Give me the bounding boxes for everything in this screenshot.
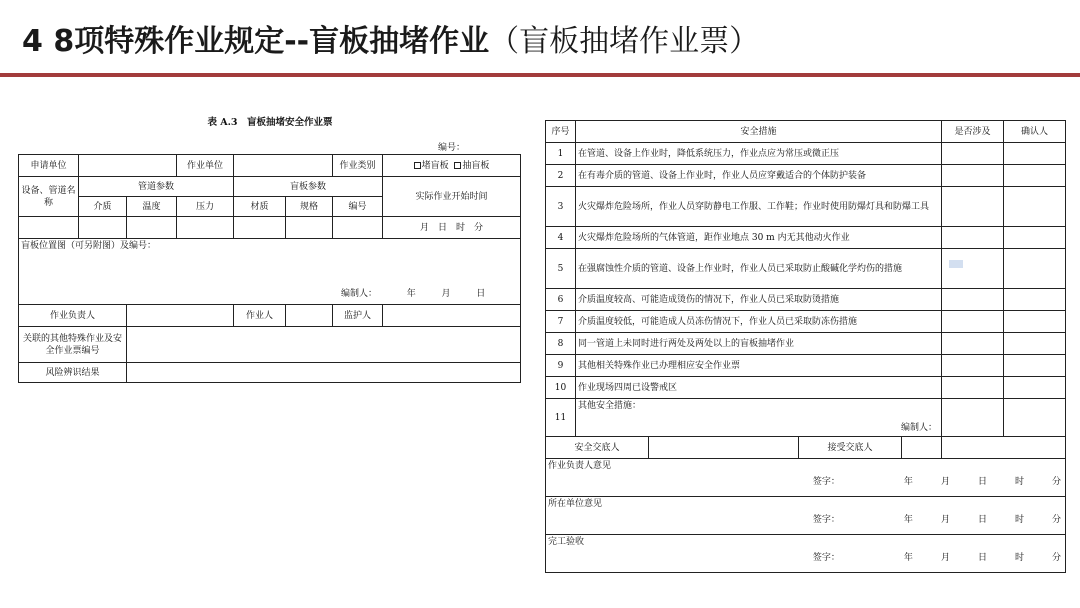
confirm-cell[interactable] — [1004, 165, 1066, 187]
table-row — [546, 311, 1066, 333]
leader-signature-row — [548, 476, 1063, 488]
involved-cell[interactable] — [942, 311, 1004, 333]
other-measures-cell[interactable] — [576, 399, 942, 437]
sign-label: 签字： — [812, 553, 840, 563]
leader-opinion-cell[interactable] — [546, 459, 1066, 497]
permit-form-left — [18, 108, 522, 388]
material-value[interactable] — [234, 217, 286, 239]
confirm-cell[interactable] — [1004, 249, 1066, 289]
start-time-value[interactable]: 月 日 时 分 — [383, 217, 521, 239]
safety-measures-table — [545, 120, 1066, 573]
involved-cell[interactable] — [942, 355, 1004, 377]
blind-position-label: 盲板位置图（可另附图）及编号： — [21, 241, 157, 251]
sign-hour: 时 — [1014, 515, 1024, 525]
measure-text: 其他相关特殊作业已办理相应安全作业票 — [576, 355, 942, 377]
measure-text: 火灾爆炸危险场所，作业人员穿防静电工作服、工作鞋；作业时使用防爆灯具和防爆工具 — [576, 187, 942, 227]
medium-value[interactable] — [79, 217, 127, 239]
scan-mark — [949, 260, 963, 268]
involved-cell[interactable] — [942, 165, 1004, 187]
equipment-name-value[interactable] — [19, 217, 79, 239]
sign-month: 月 — [940, 477, 950, 487]
confirm-cell[interactable] — [1004, 143, 1066, 165]
measure-text: 在有毒介质的管道、设备上作业时，作业人员应穿戴适合的个体防护装备 — [576, 165, 942, 187]
work-leader-value[interactable] — [127, 305, 234, 327]
permit-form-right — [545, 120, 1065, 575]
involved-cell[interactable] — [942, 333, 1004, 355]
prepared-by-label: 编制人： — [341, 289, 378, 299]
measure-no: 9 — [546, 355, 576, 377]
measure-text: 在管道、设备上作业时，降低系统压力，作业点应为常压或微正压 — [576, 143, 942, 165]
table-row — [546, 333, 1066, 355]
table-row — [546, 377, 1066, 399]
prepared-month: 月 — [441, 289, 451, 299]
blind-params-label: 盲板参数 — [234, 177, 383, 197]
work-type-options — [383, 155, 521, 177]
sign-minute: 分 — [1051, 515, 1061, 525]
title-divider — [0, 73, 1080, 77]
briefing-receiver-value-ext[interactable] — [942, 437, 1066, 459]
table-row — [546, 227, 1066, 249]
pressure-label: 压力 — [177, 197, 234, 217]
prepared-day: 日 — [476, 289, 486, 299]
guardian-label: 监护人 — [333, 305, 383, 327]
worker-value[interactable] — [286, 305, 333, 327]
prepared-year: 年 — [406, 289, 416, 299]
measure-no: 8 — [546, 333, 576, 355]
involved-cell[interactable] — [942, 399, 1004, 437]
table-row — [546, 355, 1066, 377]
slide-title-main: 4 8项特殊作业规定--盲板抽堵作业 — [22, 24, 490, 59]
guardian-value[interactable] — [383, 305, 521, 327]
leader-opinion-label: 作业负责人意见 — [548, 461, 612, 471]
measure-no: 6 — [546, 289, 576, 311]
sign-year: 年 — [903, 477, 913, 487]
table-row — [546, 249, 1066, 289]
sign-day: 日 — [977, 515, 987, 525]
serial-number-label: 编号： — [438, 143, 466, 153]
position-prepared-by — [341, 288, 485, 300]
table-row — [546, 289, 1066, 311]
related-work-label: 关联的其他特殊作业及安全作业票编号 — [19, 327, 127, 363]
sign-label: 签字： — [812, 477, 840, 487]
measure-text: 同一管道上未同时进行两处及两处以上的盲板抽堵作业 — [576, 333, 942, 355]
table-row — [546, 187, 1066, 227]
measure-no: 7 — [546, 311, 576, 333]
measure-no: 2 — [546, 165, 576, 187]
measure-text: 火灾爆炸危险场所的气体管道，距作业地点 30 m 内无其他动火作业 — [576, 227, 942, 249]
measure-no: 1 — [546, 143, 576, 165]
confirm-cell[interactable] — [1004, 227, 1066, 249]
involved-cell[interactable] — [942, 227, 1004, 249]
slide-title — [22, 22, 759, 62]
confirm-cell[interactable] — [1004, 289, 1066, 311]
remove-blind-label: 抽盲板 — [462, 160, 490, 171]
measure-text: 在强腐蚀性介质的管道、设备上作业时，作业人员已采取防止酸碱化学灼伤的措施 — [576, 249, 942, 289]
pipe-params-label: 管道参数 — [79, 177, 234, 197]
block-blind-checkbox[interactable] — [414, 162, 421, 169]
unit-opinion-label: 所在单位意见 — [548, 499, 603, 509]
form-caption: 表 A.3 盲板抽堵安全作业票 — [207, 117, 333, 128]
pressure-value[interactable] — [177, 217, 234, 239]
completion-signature-row — [548, 552, 1063, 564]
sign-month: 月 — [940, 553, 950, 563]
briefing-receiver-label: 接受交底人 — [799, 437, 902, 458]
equipment-name-label: 设备、管道名称 — [19, 177, 79, 217]
table-row — [546, 143, 1066, 165]
block-blind-label: 堵盲板 — [421, 160, 449, 171]
col-measure-header: 安全措施 — [576, 121, 942, 143]
measure-no: 4 — [546, 227, 576, 249]
work-type-label: 作业类别 — [333, 155, 383, 177]
material-label: 材质 — [234, 197, 286, 217]
work-leader-label: 作业负责人 — [19, 305, 127, 327]
unit-signature-row — [548, 514, 1063, 526]
start-time-label: 实际作业开始时间 — [383, 177, 521, 217]
other-prepared-by: 编制人： — [900, 423, 937, 433]
temperature-label: 温度 — [127, 197, 177, 217]
col-confirm-header: 确认人 — [1004, 121, 1066, 143]
other-measures-label: 其他安全措施： — [578, 401, 642, 411]
remove-blind-checkbox[interactable] — [454, 162, 461, 169]
completion-label: 完工验收 — [548, 537, 585, 547]
confirm-cell[interactable] — [1004, 333, 1066, 355]
involved-cell[interactable] — [942, 143, 1004, 165]
related-work-value[interactable] — [127, 327, 521, 363]
measure-no: 10 — [546, 377, 576, 399]
measure-no: 5 — [546, 249, 576, 289]
briefing-receiver-value[interactable] — [902, 437, 941, 458]
table-row — [546, 399, 1066, 437]
involved-cell[interactable] — [942, 289, 1004, 311]
sign-day: 日 — [977, 477, 987, 487]
sign-minute: 分 — [1051, 553, 1061, 563]
measure-no: 3 — [546, 187, 576, 227]
measure-text: 介质温度较高、可能造成烫伤的情况下，作业人员已采取防烫措施 — [576, 289, 942, 311]
involved-cell[interactable] — [942, 377, 1004, 399]
worker-label: 作业人 — [234, 305, 286, 327]
sign-minute: 分 — [1051, 477, 1061, 487]
temperature-value[interactable] — [127, 217, 177, 239]
involved-cell[interactable] — [942, 249, 1004, 289]
sign-hour: 时 — [1014, 553, 1024, 563]
confirm-cell[interactable] — [1004, 377, 1066, 399]
sign-day: 日 — [977, 553, 987, 563]
slide-title-sub: （盲板抽堵作业票） — [489, 24, 760, 59]
spec-value[interactable] — [286, 217, 333, 239]
risk-result-value[interactable] — [127, 363, 521, 383]
safety-briefer-label: 安全交底人 — [546, 437, 649, 458]
measure-text: 介质温度较低，可能造成人员冻伤情况下，作业人员已采取防冻伤措施 — [576, 311, 942, 333]
number-value[interactable] — [333, 217, 383, 239]
confirm-cell[interactable] — [1004, 355, 1066, 377]
completion-cell[interactable] — [546, 535, 1066, 573]
spec-label: 规格 — [286, 197, 333, 217]
confirm-cell[interactable] — [1004, 311, 1066, 333]
work-unit-value[interactable] — [234, 155, 333, 177]
confirm-cell[interactable] — [1004, 187, 1066, 227]
medium-label: 介质 — [79, 197, 127, 217]
sign-year: 年 — [903, 553, 913, 563]
applicant-unit-label: 申请单位 — [19, 155, 79, 177]
sign-hour: 时 — [1014, 477, 1024, 487]
risk-result-label: 风险辨识结果 — [19, 363, 127, 383]
sign-label: 签字： — [812, 515, 840, 525]
unit-opinion-cell[interactable] — [546, 497, 1066, 535]
work-unit-label: 作业单位 — [177, 155, 234, 177]
involved-cell[interactable] — [942, 187, 1004, 227]
safety-briefer-value[interactable] — [649, 437, 799, 458]
col-no-header: 序号 — [546, 121, 576, 143]
applicant-unit-value[interactable] — [79, 155, 177, 177]
blind-position-cell[interactable] — [19, 239, 521, 305]
confirm-cell[interactable] — [1004, 399, 1066, 437]
sign-year: 年 — [903, 515, 913, 525]
measure-no: 11 — [546, 399, 576, 437]
col-involved-header: 是否涉及 — [942, 121, 1004, 143]
sign-month: 月 — [940, 515, 950, 525]
number-label: 编号 — [333, 197, 383, 217]
permit-header-table — [18, 154, 521, 383]
table-row — [546, 165, 1066, 187]
measure-text: 作业现场四周已设警戒区 — [576, 377, 942, 399]
